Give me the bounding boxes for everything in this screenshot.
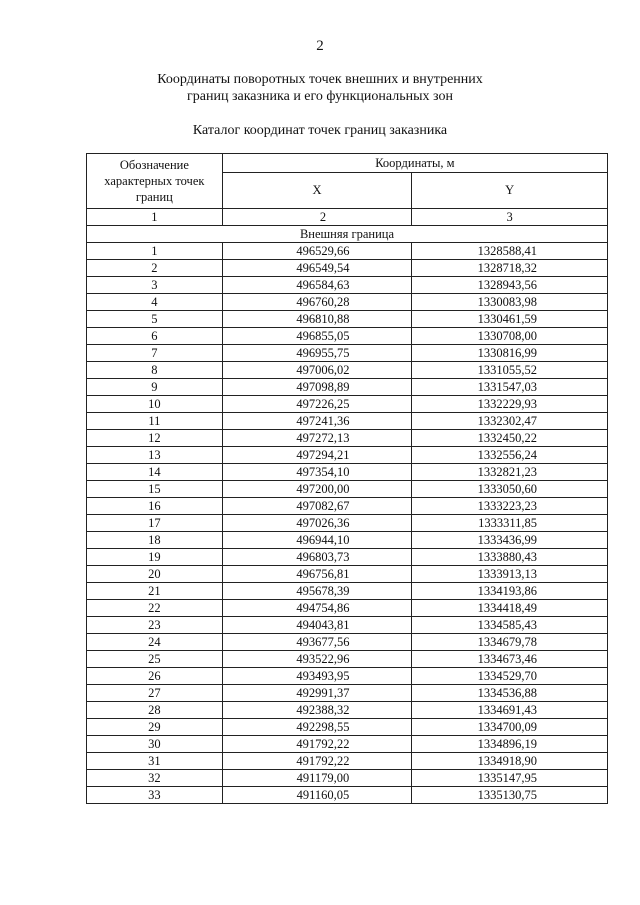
x-coordinate-cell: 494043,81 [222, 617, 412, 634]
coordinates-table [86, 153, 608, 804]
table-row [87, 379, 608, 396]
x-coordinate-cell: 493493,95 [222, 668, 412, 685]
table-row [87, 311, 608, 328]
y-coordinate-cell: 1330461,59 [412, 311, 608, 328]
table-row [87, 668, 608, 685]
point-number-cell: 24 [87, 634, 223, 651]
y-coordinate-cell: 1330083,98 [412, 294, 608, 311]
y-coordinate-cell: 1334700,09 [412, 719, 608, 736]
table-row [87, 328, 608, 345]
y-coordinate-cell: 1334193,86 [412, 583, 608, 600]
table-row [87, 277, 608, 294]
table-row [87, 736, 608, 753]
y-coordinate-cell: 1334585,43 [412, 617, 608, 634]
y-coordinate-cell: 1328718,32 [412, 260, 608, 277]
y-coordinate-cell: 1334673,46 [412, 651, 608, 668]
x-coordinate-cell: 497226,25 [222, 396, 412, 413]
table-row [87, 345, 608, 362]
table-row [87, 498, 608, 515]
x-coordinate-cell: 496529,66 [222, 243, 412, 260]
point-number-cell: 20 [87, 566, 223, 583]
x-coordinate-cell: 494754,86 [222, 600, 412, 617]
y-coordinate-cell: 1334529,70 [412, 668, 608, 685]
point-number-cell: 30 [87, 736, 223, 753]
table-row [87, 787, 608, 804]
point-number-cell: 15 [87, 481, 223, 498]
table-row [87, 634, 608, 651]
y-coordinate-cell: 1332302,47 [412, 413, 608, 430]
x-coordinate-cell: 492298,55 [222, 719, 412, 736]
table-row [87, 362, 608, 379]
y-coordinate-cell: 1334418,49 [412, 600, 608, 617]
point-number-cell: 23 [87, 617, 223, 634]
table-caption: Каталог координат точек границ заказника [192, 123, 448, 138]
y-coordinate-cell: 1335130,75 [412, 787, 608, 804]
table-row [87, 685, 608, 702]
header-y: Y [412, 173, 608, 209]
point-number-cell: 11 [87, 413, 223, 430]
x-coordinate-cell: 497026,36 [222, 515, 412, 532]
y-coordinate-cell: 1332556,24 [412, 447, 608, 464]
table-row [87, 396, 608, 413]
header-point-label: Обозначение характерных точек границ [87, 154, 223, 209]
point-number-cell: 4 [87, 294, 223, 311]
column-number-3: 3 [412, 209, 608, 226]
y-coordinate-cell: 1334536,88 [412, 685, 608, 702]
y-coordinate-cell: 1333436,99 [412, 532, 608, 549]
table-row [87, 260, 608, 277]
header-x: X [222, 173, 412, 209]
point-number-cell: 27 [87, 685, 223, 702]
table-row [87, 549, 608, 566]
y-coordinate-cell: 1333880,43 [412, 549, 608, 566]
point-number-cell: 10 [87, 396, 223, 413]
x-coordinate-cell: 496584,63 [222, 277, 412, 294]
title-line-2: границ заказника и его функциональных зон [187, 89, 453, 104]
table-row [87, 600, 608, 617]
document-title [0, 71, 640, 105]
header-coordinates: Координаты, м [222, 154, 607, 173]
y-coordinate-cell: 1331055,52 [412, 362, 608, 379]
point-number-cell: 22 [87, 600, 223, 617]
table-row [87, 243, 608, 260]
x-coordinate-cell: 496549,54 [222, 260, 412, 277]
column-number-1: 1 [87, 209, 223, 226]
y-coordinate-cell: 1328943,56 [412, 277, 608, 294]
y-coordinate-cell: 1334918,90 [412, 753, 608, 770]
point-number-cell: 32 [87, 770, 223, 787]
x-coordinate-cell: 496944,10 [222, 532, 412, 549]
x-coordinate-cell: 496803,73 [222, 549, 412, 566]
y-coordinate-cell: 1332821,23 [412, 464, 608, 481]
x-coordinate-cell: 497082,67 [222, 498, 412, 515]
x-coordinate-cell: 495678,39 [222, 583, 412, 600]
x-coordinate-cell: 493522,96 [222, 651, 412, 668]
table-row [87, 294, 608, 311]
table-row [87, 464, 608, 481]
y-coordinate-cell: 1332229,93 [412, 396, 608, 413]
table-row [87, 566, 608, 583]
table-row [87, 430, 608, 447]
point-number-cell: 17 [87, 515, 223, 532]
y-coordinate-cell: 1333913,13 [412, 566, 608, 583]
point-number-cell: 21 [87, 583, 223, 600]
x-coordinate-cell: 496810,88 [222, 311, 412, 328]
point-number-cell: 31 [87, 753, 223, 770]
x-coordinate-cell: 497272,13 [222, 430, 412, 447]
table-row [87, 481, 608, 498]
point-number-cell: 33 [87, 787, 223, 804]
table-row [87, 702, 608, 719]
point-number-cell: 6 [87, 328, 223, 345]
y-coordinate-cell: 1328588,41 [412, 243, 608, 260]
point-number-cell: 5 [87, 311, 223, 328]
column-number-2: 2 [222, 209, 412, 226]
y-coordinate-cell: 1334679,78 [412, 634, 608, 651]
y-coordinate-cell: 1334691,43 [412, 702, 608, 719]
y-coordinate-cell: 1331547,03 [412, 379, 608, 396]
point-number-cell: 8 [87, 362, 223, 379]
x-coordinate-cell: 496760,28 [222, 294, 412, 311]
y-coordinate-cell: 1330816,99 [412, 345, 608, 362]
title-line-1: Координаты поворотных точек внешних и внутренних [157, 72, 483, 87]
x-coordinate-cell: 492991,37 [222, 685, 412, 702]
table-row [87, 753, 608, 770]
point-number-cell: 2 [87, 260, 223, 277]
y-coordinate-cell: 1333223,23 [412, 498, 608, 515]
x-coordinate-cell: 497294,21 [222, 447, 412, 464]
point-number-cell: 14 [87, 464, 223, 481]
point-number-cell: 1 [87, 243, 223, 260]
x-coordinate-cell: 493677,56 [222, 634, 412, 651]
table-row [87, 532, 608, 549]
x-coordinate-cell: 497354,10 [222, 464, 412, 481]
point-number-cell: 28 [87, 702, 223, 719]
x-coordinate-cell: 497006,02 [222, 362, 412, 379]
point-number-cell: 26 [87, 668, 223, 685]
x-coordinate-cell: 491792,22 [222, 753, 412, 770]
y-coordinate-cell: 1334896,19 [412, 736, 608, 753]
x-coordinate-cell: 491160,05 [222, 787, 412, 804]
point-number-cell: 18 [87, 532, 223, 549]
point-number-cell: 9 [87, 379, 223, 396]
point-number-cell: 25 [87, 651, 223, 668]
x-coordinate-cell: 496855,05 [222, 328, 412, 345]
point-number-cell: 13 [87, 447, 223, 464]
x-coordinate-cell: 497200,00 [222, 481, 412, 498]
table-row [87, 617, 608, 634]
x-coordinate-cell: 496756,81 [222, 566, 412, 583]
table-row [87, 413, 608, 430]
x-coordinate-cell: 492388,32 [222, 702, 412, 719]
table-row [87, 770, 608, 787]
x-coordinate-cell: 497241,36 [222, 413, 412, 430]
page-number: 2 [316, 38, 324, 54]
x-coordinate-cell: 497098,89 [222, 379, 412, 396]
section-label: Внешняя граница [87, 226, 608, 243]
table-row [87, 719, 608, 736]
y-coordinate-cell: 1333311,85 [412, 515, 608, 532]
y-coordinate-cell: 1333050,60 [412, 481, 608, 498]
x-coordinate-cell: 496955,75 [222, 345, 412, 362]
y-coordinate-cell: 1330708,00 [412, 328, 608, 345]
point-number-cell: 16 [87, 498, 223, 515]
y-coordinate-cell: 1332450,22 [412, 430, 608, 447]
point-number-cell: 7 [87, 345, 223, 362]
table-row [87, 651, 608, 668]
table-row [87, 447, 608, 464]
point-number-cell: 12 [87, 430, 223, 447]
table-row [87, 583, 608, 600]
y-coordinate-cell: 1335147,95 [412, 770, 608, 787]
x-coordinate-cell: 491792,22 [222, 736, 412, 753]
point-number-cell: 29 [87, 719, 223, 736]
point-number-cell: 19 [87, 549, 223, 566]
point-number-cell: 3 [87, 277, 223, 294]
table-row [87, 515, 608, 532]
x-coordinate-cell: 491179,00 [222, 770, 412, 787]
